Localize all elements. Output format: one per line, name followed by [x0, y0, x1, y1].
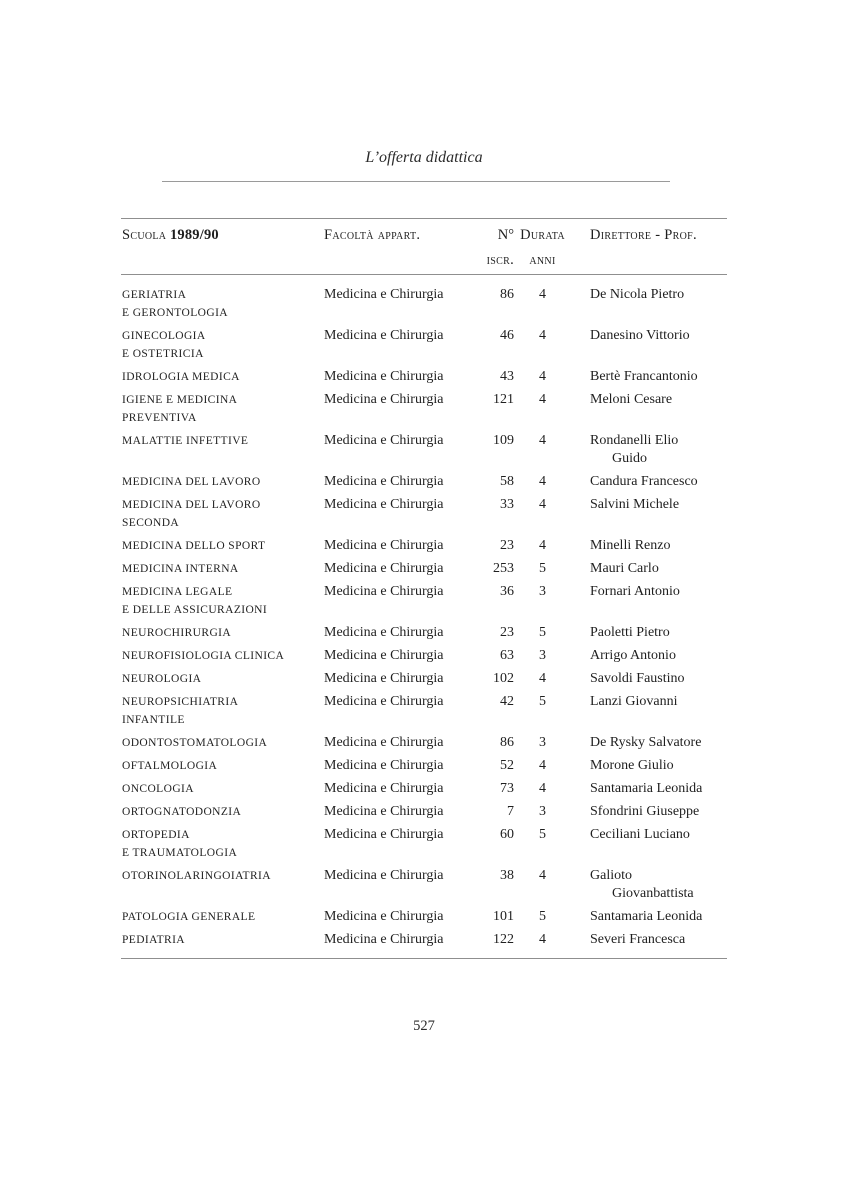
table-row	[122, 867, 726, 903]
enrolled-count: 36	[500, 584, 514, 599]
enrolled-count: 58	[500, 474, 514, 489]
school-name-cell	[122, 368, 324, 386]
school-name: GERIATRIA	[122, 289, 187, 301]
school-name-cell	[122, 757, 324, 775]
school-name-cell	[122, 693, 324, 729]
enrolled-count: 42	[500, 694, 514, 709]
enrolled-count: 122	[493, 932, 514, 947]
director-name: Meloni Cesare	[590, 392, 673, 407]
faculty-name: Medicina e Chirurgia	[324, 433, 444, 448]
school-name-line2: SECONDA	[122, 517, 180, 529]
column-header-iscritti	[465, 223, 514, 273]
director-name: Bertè Francantonio	[590, 369, 698, 384]
enrolled-count: 253	[493, 561, 514, 576]
duration-years: 4	[539, 392, 546, 407]
table-row	[122, 583, 726, 619]
column-header-facolta: Facoltà appart.	[324, 227, 421, 243]
page-number: 527	[413, 1018, 435, 1034]
school-name-line2: INFANTILE	[122, 714, 185, 726]
faculty-name: Medicina e Chirurgia	[324, 781, 444, 796]
school-name-cell	[122, 931, 324, 949]
director-cell	[571, 624, 726, 642]
table-row	[122, 693, 726, 729]
duration-years: 5	[539, 694, 546, 709]
duration-years: 4	[539, 369, 546, 384]
faculty-name: Medicina e Chirurgia	[324, 584, 444, 599]
director-cell	[571, 537, 726, 555]
school-name-line2: E GERONTOLOGIA	[122, 307, 229, 319]
duration-years: 4	[539, 538, 546, 553]
director-name: Danesino Vittorio	[590, 328, 690, 343]
duration-years: 4	[539, 932, 546, 947]
table-row	[122, 473, 726, 491]
enrolled-count: 121	[493, 392, 514, 407]
director-name: Mauri Carlo	[590, 561, 659, 576]
faculty-name: Medicina e Chirurgia	[324, 758, 444, 773]
school-name-cell	[122, 432, 324, 450]
director-cell	[571, 560, 726, 578]
school-name: MEDICINA DEL LAVORO	[122, 476, 261, 488]
column-header-scuola	[122, 223, 324, 248]
school-name: IGIENE E MEDICINA	[122, 394, 238, 406]
director-name: Salvini Michele	[590, 497, 680, 512]
director-name: Severi Francesca	[590, 932, 686, 947]
faculty-name: Medicina e Chirurgia	[324, 625, 444, 640]
faculty-name: Medicina e Chirurgia	[324, 735, 444, 750]
director-cell	[571, 391, 726, 409]
duration-years: 5	[539, 625, 546, 640]
table-header-rule	[121, 274, 727, 275]
director-name: Lanzi Giovanni	[590, 694, 678, 709]
duration-years: 3	[539, 584, 546, 599]
duration-years: 4	[539, 328, 546, 343]
school-name-cell	[122, 803, 324, 821]
director-cell	[571, 368, 726, 386]
table-row	[122, 624, 726, 642]
faculty-name: Medicina e Chirurgia	[324, 804, 444, 819]
table-row	[122, 647, 726, 665]
enrolled-count: 43	[500, 369, 514, 384]
director-cell	[571, 647, 726, 665]
duration-years: 4	[539, 474, 546, 489]
duration-years: 5	[539, 909, 546, 924]
scuola-year: 1989/90	[169, 227, 219, 243]
director-cell	[571, 473, 726, 491]
director-cell	[571, 670, 726, 688]
durata-header-line2: anni	[529, 252, 556, 268]
school-name-cell	[122, 286, 324, 322]
enrolled-count: 86	[500, 287, 514, 302]
director-cell	[571, 327, 726, 345]
duration-years: 4	[539, 781, 546, 796]
table-top-rule	[121, 218, 727, 219]
table-row	[122, 757, 726, 775]
enrolled-count: 46	[500, 328, 514, 343]
school-name-cell	[122, 908, 324, 926]
iscritti-header-line1: N°	[497, 227, 514, 243]
faculty-name: Medicina e Chirurgia	[324, 392, 444, 407]
duration-years: 4	[539, 497, 546, 512]
school-name-cell	[122, 826, 324, 862]
enrolled-count: 109	[493, 433, 514, 448]
faculty-name: Medicina e Chirurgia	[324, 671, 444, 686]
school-name-cell	[122, 391, 324, 427]
faculty-name: Medicina e Chirurgia	[324, 694, 444, 709]
duration-years: 4	[539, 671, 546, 686]
duration-years: 5	[539, 561, 546, 576]
enrolled-count: 52	[500, 758, 514, 773]
table-body	[122, 286, 726, 954]
director-cell	[571, 780, 726, 798]
director-cell	[571, 286, 726, 304]
table-row	[122, 286, 726, 322]
school-name: NEUROPSICHIATRIA	[122, 696, 239, 708]
durata-header-line1: Durata	[520, 227, 565, 243]
enrolled-count: 86	[500, 735, 514, 750]
faculty-name: Medicina e Chirurgia	[324, 497, 444, 512]
school-name: IDROLOGIA MEDICA	[122, 371, 240, 383]
school-name: NEUROFISIOLOGIA CLINICA	[122, 650, 285, 662]
director-cell	[571, 931, 726, 949]
school-name: MEDICINA LEGALE	[122, 586, 233, 598]
duration-years: 4	[539, 433, 546, 448]
table-row	[122, 803, 726, 821]
director-name: Arrigo Antonio	[590, 648, 676, 663]
school-name-cell	[122, 670, 324, 688]
school-name-cell	[122, 327, 324, 363]
school-name: NEUROLOGIA	[122, 673, 202, 685]
school-name-cell	[122, 867, 324, 885]
director-name: Galioto	[590, 868, 632, 883]
director-name: Minelli Renzo	[590, 538, 671, 553]
school-name: OTORINOLARINGOIATRIA	[122, 870, 271, 882]
faculty-name: Medicina e Chirurgia	[324, 868, 444, 883]
table-bottom-rule	[121, 958, 727, 959]
school-name: PEDIATRIA	[122, 934, 186, 946]
enrolled-count: 23	[500, 625, 514, 640]
director-name-line2: Guido	[612, 451, 647, 466]
enrolled-count: 101	[493, 909, 514, 924]
running-title: L’offerta didattica	[365, 149, 483, 166]
table-row	[122, 734, 726, 752]
director-name: De Rysky Salvatore	[590, 735, 702, 750]
faculty-name: Medicina e Chirurgia	[324, 932, 444, 947]
director-cell	[571, 432, 726, 468]
scuola-label: Scuola	[122, 227, 167, 243]
table-row	[122, 780, 726, 798]
school-name-line2: E OSTETRICIA	[122, 348, 204, 360]
school-name-cell	[122, 496, 324, 532]
school-name: ONCOLOGIA	[122, 783, 194, 795]
enrolled-count: 60	[500, 827, 514, 842]
table-row	[122, 368, 726, 386]
enrolled-count: 7	[507, 804, 514, 819]
director-name: Santamaria Leonida	[590, 781, 703, 796]
director-name: Paoletti Pietro	[590, 625, 670, 640]
duration-years: 3	[539, 648, 546, 663]
duration-years: 3	[539, 735, 546, 750]
school-name: ORTOPEDIA	[122, 829, 190, 841]
table-row	[122, 537, 726, 555]
faculty-name: Medicina e Chirurgia	[324, 474, 444, 489]
director-name: Fornari Antonio	[590, 584, 680, 599]
faculty-name: Medicina e Chirurgia	[324, 648, 444, 663]
enrolled-count: 63	[500, 648, 514, 663]
table-row	[122, 908, 726, 926]
table-row	[122, 670, 726, 688]
school-name-cell	[122, 780, 324, 798]
faculty-name: Medicina e Chirurgia	[324, 909, 444, 924]
director-cell	[571, 867, 726, 903]
school-name: OFTALMOLOGIA	[122, 760, 218, 772]
director-name: Sfondrini Giuseppe	[590, 804, 700, 819]
school-name: MALATTIE INFETTIVE	[122, 435, 249, 447]
enrolled-count: 102	[493, 671, 514, 686]
faculty-name: Medicina e Chirurgia	[324, 287, 444, 302]
school-name: MEDICINA DELLO SPORT	[122, 540, 266, 552]
running-title-rule	[162, 181, 670, 182]
table-row	[122, 432, 726, 468]
director-cell	[571, 908, 726, 926]
school-name-cell	[122, 473, 324, 491]
director-cell	[571, 757, 726, 775]
enrolled-count: 23	[500, 538, 514, 553]
duration-years: 3	[539, 804, 546, 819]
column-header-direttore: Direttore - Prof.	[590, 227, 697, 243]
director-cell	[571, 496, 726, 514]
enrolled-count: 73	[500, 781, 514, 796]
enrolled-count: 33	[500, 497, 514, 512]
school-name: NEUROCHIRURGIA	[122, 627, 232, 639]
duration-years: 4	[539, 868, 546, 883]
director-name: Candura Francesco	[590, 474, 698, 489]
school-name-line2: PREVENTIVA	[122, 412, 197, 424]
director-name: Savoldi Faustino	[590, 671, 685, 686]
school-name: ODONTOSTOMATOLOGIA	[122, 737, 268, 749]
director-cell	[571, 826, 726, 844]
duration-years: 4	[539, 758, 546, 773]
director-name: Rondanelli Elio	[590, 433, 679, 448]
table-row	[122, 931, 726, 949]
school-name: MEDICINA DEL LAVORO	[122, 499, 261, 511]
school-name: MEDICINA INTERNA	[122, 563, 239, 575]
faculty-name: Medicina e Chirurgia	[324, 369, 444, 384]
column-header-durata	[514, 223, 571, 273]
director-cell	[571, 583, 726, 601]
faculty-name: Medicina e Chirurgia	[324, 561, 444, 576]
school-name-cell	[122, 560, 324, 578]
school-name-cell	[122, 624, 324, 642]
school-name-cell	[122, 734, 324, 752]
school-name: PATOLOGIA GENERALE	[122, 911, 256, 923]
school-name-cell	[122, 583, 324, 619]
faculty-name: Medicina e Chirurgia	[324, 538, 444, 553]
enrolled-count: 38	[500, 868, 514, 883]
school-name-line2: E DELLE ASSICURAZIONI	[122, 604, 268, 616]
school-name: ORTOGNATODONZIA	[122, 806, 242, 818]
faculty-name: Medicina e Chirurgia	[324, 827, 444, 842]
duration-years: 4	[539, 287, 546, 302]
director-name: Morone Giulio	[590, 758, 674, 773]
director-cell	[571, 734, 726, 752]
director-name: Santamaria Leonida	[590, 909, 703, 924]
table-header-row	[122, 223, 726, 273]
director-name: De Nicola Pietro	[590, 287, 685, 302]
school-name-cell	[122, 647, 324, 665]
iscritti-header-line2: iscr.	[486, 252, 514, 268]
table-row	[122, 496, 726, 532]
school-name-line2: E TRAUMATOLOGIA	[122, 847, 238, 859]
duration-years: 5	[539, 827, 546, 842]
director-name: Ceciliani Luciano	[590, 827, 690, 842]
faculty-name: Medicina e Chirurgia	[324, 328, 444, 343]
table-row	[122, 826, 726, 862]
table-row	[122, 560, 726, 578]
director-cell	[571, 693, 726, 711]
director-cell	[571, 803, 726, 821]
school-name: GINECOLOGIA	[122, 330, 206, 342]
table-row	[122, 327, 726, 363]
table-row	[122, 391, 726, 427]
director-name-line2: Giovanbattista	[612, 886, 694, 901]
school-name-cell	[122, 537, 324, 555]
